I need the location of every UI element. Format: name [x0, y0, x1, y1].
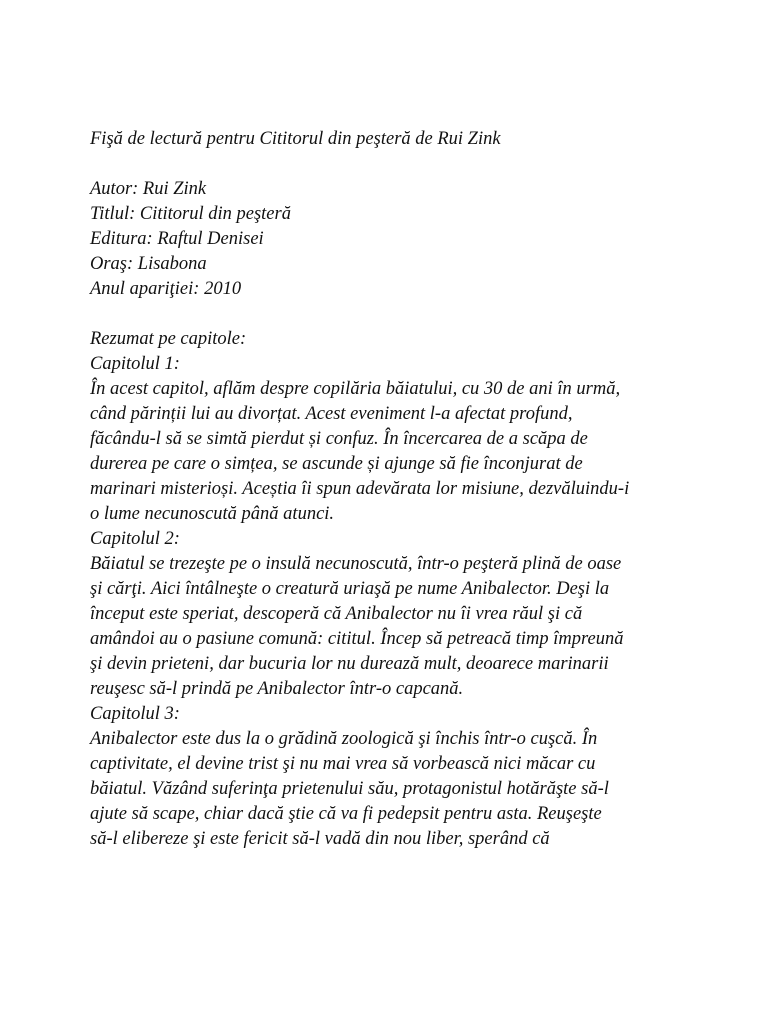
chapter-text-line: În acest capitol, aflăm despre copilăria băiatului, cu 30 de ani în urmă,	[90, 379, 621, 399]
spacer	[90, 152, 730, 177]
chapter-heading: Capitolul 1:	[90, 354, 180, 374]
chapter-text-line: băiatul. Văzând suferinţa prietenului său, protagonistul hotărăşte să-l	[90, 779, 609, 799]
document-title: Fişă de lectură pentru Cititorul din peşteră de Rui Zink	[90, 129, 501, 149]
chapter-heading: Capitolul 2:	[90, 529, 180, 549]
chapter-heading: Capitolul 3:	[90, 704, 180, 724]
chapter-text-line: când părinții lui au divorțat. Acest eveniment l-a afectat profund,	[90, 404, 573, 424]
chapter-text-line: amândoi au o pasiune comună: cititul. Încep să petreacă timp împreună	[90, 629, 624, 649]
chapter-1	[90, 352, 730, 527]
book-info-block	[90, 177, 730, 302]
chapter-text-line: o lume necunoscută până atunci.	[90, 504, 335, 524]
chapter-text-line: să-l elibereze şi este fericit să-l vadă din nou liber, sperând că	[90, 829, 550, 849]
chapter-text-line: şi devin prieteni, dar bucuria lor nu durează mult, deoarece marinarii	[90, 654, 609, 674]
chapter-2	[90, 527, 730, 702]
city-line: Oraş: Lisabona	[90, 254, 207, 274]
chapter-text-line: marinari misterioși. Aceștia îi spun adevărata lor misiune, dezvăluindu-i	[90, 479, 630, 499]
chapter-text-line: făcându-l să se simtă pierdut și confuz. În încercarea de a scăpa de	[90, 429, 588, 449]
author-line: Autor: Rui Zink	[90, 179, 207, 199]
chapter-text-line: ajute să scape, chiar dacă ştie că va fi pedepsit pentru asta. Reuşeşte	[90, 804, 602, 824]
document-page	[90, 127, 730, 852]
spacer	[90, 302, 730, 327]
chapter-text-line: Anibalector este dus la o grădină zoologică şi închis într-o cuşcă. În	[90, 729, 598, 749]
year-line: Anul apariţiei: 2010	[90, 279, 242, 299]
chapter-text-line: Băiatul se trezeşte pe o insulă necunoscută, într-o peşteră plină de oase	[90, 554, 622, 574]
chapter-text-line: început este speriat, descoperă că Anibalector nu îi vrea răul şi că	[90, 604, 583, 624]
chapter-text-line: durerea pe care o simțea, se ascunde și ajunge să fie înconjurat de	[90, 454, 583, 474]
chapter-3	[90, 702, 730, 852]
chapter-text-line: şi cărţi. Aici întâlneşte o creatură uriaşă pe nume Anibalector. Deşi la	[90, 579, 610, 599]
publisher-line: Editura: Raftul Denisei	[90, 229, 264, 249]
chapter-text-line: reuşesc să-l prindă pe Anibalector într-o capcană.	[90, 679, 464, 699]
summary-heading: Rezumat pe capitole:	[90, 329, 247, 349]
chapter-text-line: captivitate, el devine trist şi nu mai vrea să vorbească nici măcar cu	[90, 754, 596, 774]
book-title-line: Titlul: Cititorul din peşteră	[90, 204, 291, 224]
